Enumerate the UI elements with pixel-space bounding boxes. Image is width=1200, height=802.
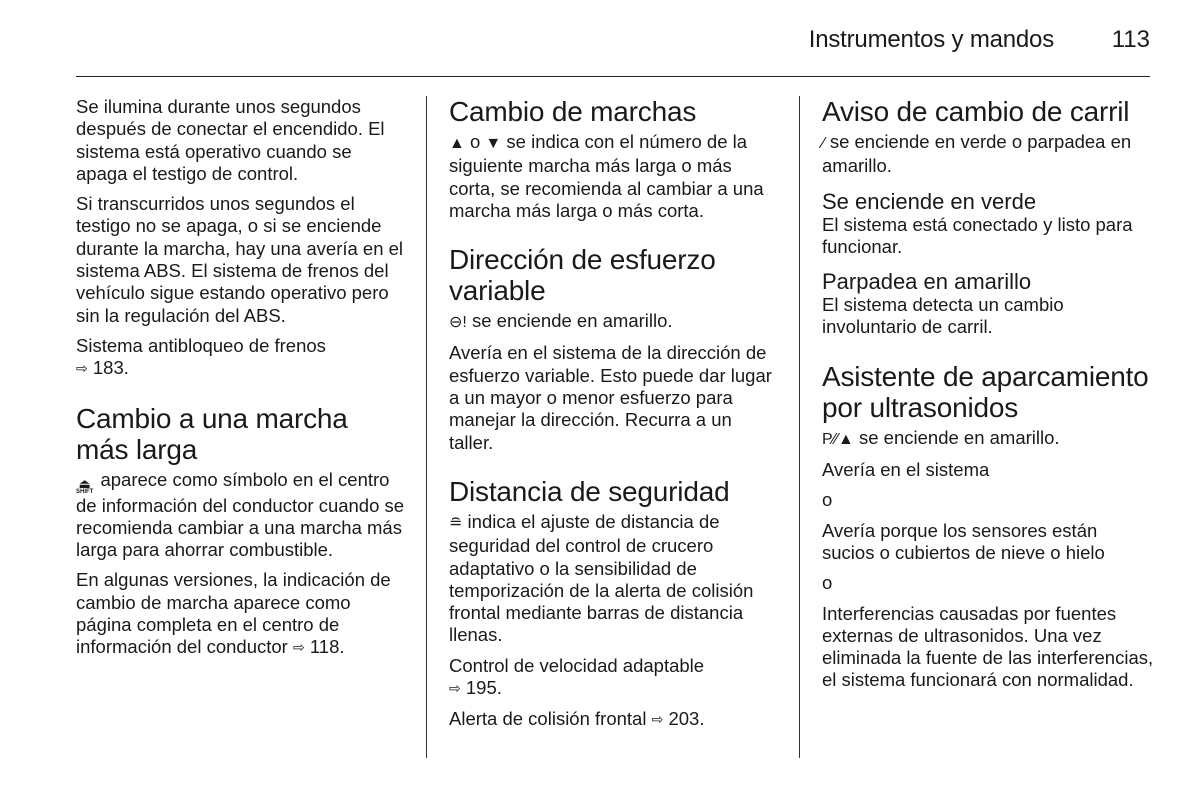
heading-variable-steering: Dirección de esfuerzo variable bbox=[449, 244, 716, 307]
heading-park-assist: Asistente de aparcamiento por ultrasonidos bbox=[822, 360, 1149, 423]
abs-reference: Sistema antibloqueo de frenos ⇨ 183. bbox=[76, 334, 326, 379]
abs-paragraph-1: Se ilumina durante unos segundos después de conectar el encendido. El sistema está operativo cuando se apaga el testigo de control. bbox=[76, 96, 385, 184]
yellow-paragraph: El sistema detecta un cambio involuntario de carril. bbox=[822, 294, 1064, 338]
heading-lane-departure: Aviso de cambio de carril bbox=[822, 96, 1130, 127]
steering-warning-icon: ⊖! bbox=[449, 314, 467, 332]
triangle-up-icon: ▲ bbox=[449, 135, 465, 152]
lane-line: ⁄ se enciende en verde o parpadea en amarillo. bbox=[822, 131, 1132, 177]
page-reference[interactable]: 203. bbox=[668, 708, 705, 730]
section-title: Instrumentos y mandos bbox=[808, 26, 1054, 53]
acc-reference: Control de velocidad adaptable ⇨ 195. bbox=[449, 654, 705, 699]
abs-paragraph-2: Si transcurridos unos segundos el testigo no se apaga, o si se enciende durante la marcha, hay una avería en el sistema ABS. El sistema de frenos del vehículo sigue estando operativo pero sin la regulación del ABS. bbox=[76, 193, 404, 326]
reference-arrow-icon: ⇨ bbox=[449, 680, 461, 697]
shift-up-icon: ⏏ SHIFT bbox=[76, 475, 94, 495]
heading-safety-distance: Distancia de seguridad bbox=[449, 475, 730, 507]
park-line: P⁄⁄▲ se enciende en amarillo. bbox=[822, 427, 1154, 451]
gear-paragraph: ▲ o ▼ se indica con el número de la siguiente marcha más larga o más corta, se recomienda al cambiar a una marcha más larga o más corta. bbox=[449, 131, 764, 221]
green-paragraph: El sistema está conectado y listo para funcionar. bbox=[822, 213, 1133, 257]
steering-line: ⊖! se enciende en amarillo. bbox=[449, 310, 781, 334]
page-header bbox=[76, 0, 1150, 77]
park-assist-icon: P⁄⁄▲ bbox=[822, 430, 854, 448]
heading-gear-change: Cambio de marchas bbox=[449, 96, 697, 127]
distance-bars-icon: ≘ bbox=[449, 514, 463, 532]
upshift-paragraph: ⏏ SHIFT aparece como símbolo en el centro de información del conductor cuando se recomienda cambiar a una marcha más larga para ahorrar combustible. bbox=[76, 468, 405, 561]
fcw-reference: Alerta de colisión frontal ⇨ 203. bbox=[449, 708, 705, 730]
or-separator: o bbox=[822, 572, 833, 594]
column-divider bbox=[426, 96, 427, 758]
page-reference[interactable]: 118. bbox=[309, 636, 345, 658]
reference-arrow-icon: ⇨ bbox=[76, 360, 88, 377]
column-1 bbox=[76, 96, 406, 668]
park-paragraph-2: Avería porque los sensores están sucios o cubiertos de nieve o hielo bbox=[822, 519, 1105, 563]
page-reference[interactable]: 195. bbox=[465, 677, 502, 699]
triangle-down-icon: ▼ bbox=[485, 135, 502, 152]
steering-paragraph: Avería en el sistema de la dirección de esfuerzo variable. Esto puede dar lugar a un mayor o menor esfuerzo para manejar la dirección. Recurra a un taller. bbox=[449, 342, 772, 453]
reference-arrow-icon: ⇨ bbox=[651, 711, 664, 728]
column-2 bbox=[449, 96, 781, 740]
lane-departure-icon: ⁄ bbox=[822, 135, 825, 152]
heading-green: Se enciende en verde bbox=[822, 188, 1037, 214]
upshift-versions-paragraph: En algunas versiones, la indicación de cambio de marcha aparece como página completa en el centro de información del conductor ⇨ 118. bbox=[76, 569, 391, 658]
heading-upshift: Cambio a una marcha más larga bbox=[76, 402, 348, 465]
or-separator: o bbox=[822, 489, 833, 511]
heading-yellow: Parpadea en amarillo bbox=[822, 269, 1032, 295]
page-reference[interactable]: 183. bbox=[92, 357, 129, 379]
park-paragraph-3: Interferencias causadas por fuentes externas de ultrasonidos. Una vez eliminada la fuente de las interferencias, el sistema funcionará con normalidad. bbox=[822, 602, 1154, 691]
page-number: 113 bbox=[1111, 26, 1150, 53]
column-3 bbox=[822, 96, 1154, 700]
park-paragraph-1: Avería en el sistema bbox=[822, 459, 990, 481]
distance-paragraph: ≘ indica el ajuste de distancia de seguridad del control de crucero adaptativo o la sensibilidad de temporización de la alerta de colisión frontal mediante barras de distancia llenas. bbox=[449, 510, 754, 646]
column-divider bbox=[799, 96, 800, 758]
reference-arrow-icon: ⇨ bbox=[292, 639, 305, 656]
